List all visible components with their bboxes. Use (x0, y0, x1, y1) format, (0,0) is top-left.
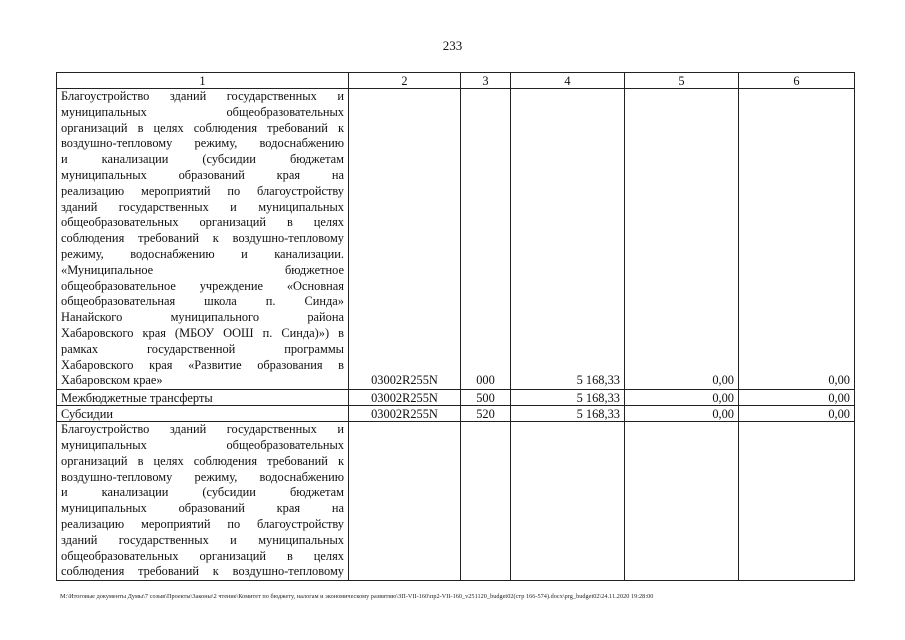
description-line: общеобразовательное учреждение «Основная (61, 278, 344, 293)
row-col5: 0,00 (625, 406, 739, 422)
col-header-4: 4 (511, 73, 625, 89)
row-col5 (625, 422, 739, 581)
description-line: реализацию мероприятий по благоустройству (61, 516, 344, 531)
row-col4 (511, 422, 625, 581)
row-col6: 0,00 (739, 390, 855, 406)
description-line: Хабаровском крае» (61, 373, 163, 388)
description-line: реализацию мероприятий по благоустройству (61, 183, 344, 198)
table-row (57, 89, 855, 390)
description-line: и канализации (субсидии бюджетам (61, 485, 344, 500)
description-line: и канализации (субсидии бюджетам (61, 152, 344, 167)
description-line: Субсидии (61, 407, 113, 422)
description-line: зданий государственных и муниципальных (61, 199, 344, 214)
description-line: муниципальных общеобразовательных (61, 437, 344, 452)
table-row (57, 390, 855, 406)
col-header-5: 5 (625, 73, 739, 89)
description-line: «Муниципальное бюджетное (61, 262, 344, 277)
row-col6: 0,00 (739, 406, 855, 422)
row-col6 (739, 422, 855, 581)
budget-table (56, 72, 855, 581)
row-col4: 5 168,33 (511, 406, 625, 422)
description-line: рамках государственной программы (61, 341, 344, 356)
description-line: Хабаровского края «Развитие образования в (61, 357, 344, 372)
row-col4: 5 168,33 (511, 390, 625, 406)
description-line: соблюдения требований к воздушно-тепловому (61, 231, 344, 246)
description-line: воздушно-тепловому режиму, водоснабжению (61, 469, 344, 484)
row-description (57, 390, 349, 406)
description-line: общеобразовательных организаций в целях (61, 548, 344, 563)
description-line: Нанайского муниципального района (61, 310, 344, 325)
col-header-3: 3 (461, 73, 511, 89)
row-description (57, 89, 349, 390)
row-col5: 0,00 (625, 89, 739, 390)
row-code: 03002R255N (349, 406, 461, 422)
col-header-1: 1 (57, 73, 349, 89)
description-line: Межбюджетные трансферты (61, 391, 213, 406)
row-description (57, 406, 349, 422)
description-line: Благоустройство зданий государственных и (61, 422, 344, 437)
row-col6: 0,00 (739, 89, 855, 390)
table-row (57, 422, 855, 581)
description-line: Хабаровского края (МБОУ ООШ п. Синда)») в (61, 325, 344, 340)
description-line: зданий государственных и муниципальных (61, 532, 344, 547)
row-col4: 5 168,33 (511, 89, 625, 390)
description-line: соблюдения требований к воздушно-тепловому (61, 564, 344, 579)
description-line: Благоустройство зданий государственных и (61, 89, 344, 103)
description-line: общеобразовательных организаций в целях (61, 215, 344, 230)
description-line: организаций в целях соблюдения требований к (61, 120, 344, 135)
description-line: муниципальных образований края на (61, 167, 344, 182)
scan-edge-mark (865, 0, 905, 2)
description-line: муниципальных образований края на (61, 501, 344, 516)
row-code (349, 422, 461, 581)
table-header-row (57, 73, 855, 89)
row-code: 03002R255N (349, 390, 461, 406)
row-description (57, 422, 349, 581)
table-row (57, 406, 855, 422)
row-col3: 500 (461, 390, 511, 406)
description-line: режиму, водоснабжению и канализации. (61, 246, 344, 261)
col-header-6: 6 (739, 73, 855, 89)
row-col3: 000 (461, 89, 511, 390)
row-col3: 520 (461, 406, 511, 422)
description-line: муниципальных общеобразовательных (61, 104, 344, 119)
description-line: общеобразовательная школа п. Синда» (61, 294, 344, 309)
description-line: организаций в целях соблюдения требований к (61, 453, 344, 468)
row-col5: 0,00 (625, 390, 739, 406)
row-code: 03002R255N (349, 89, 461, 390)
page-number: 233 (442, 38, 463, 53)
description-line: воздушно-тепловому режиму, водоснабжению (61, 136, 344, 151)
row-col3 (461, 422, 511, 581)
col-header-2: 2 (349, 73, 461, 89)
footer-file-path: M:\Итоговые документы Думы\7 созыв\Проекты\Законы\2 чтение\Комитет по бюджету, налогам и экономическому развитию\ЗП-VII-160\пр2-VII-160_v251120_budget02(стр 166-574).docx\prg_budget02\24.11.2020 19:28:00 (60, 593, 654, 600)
